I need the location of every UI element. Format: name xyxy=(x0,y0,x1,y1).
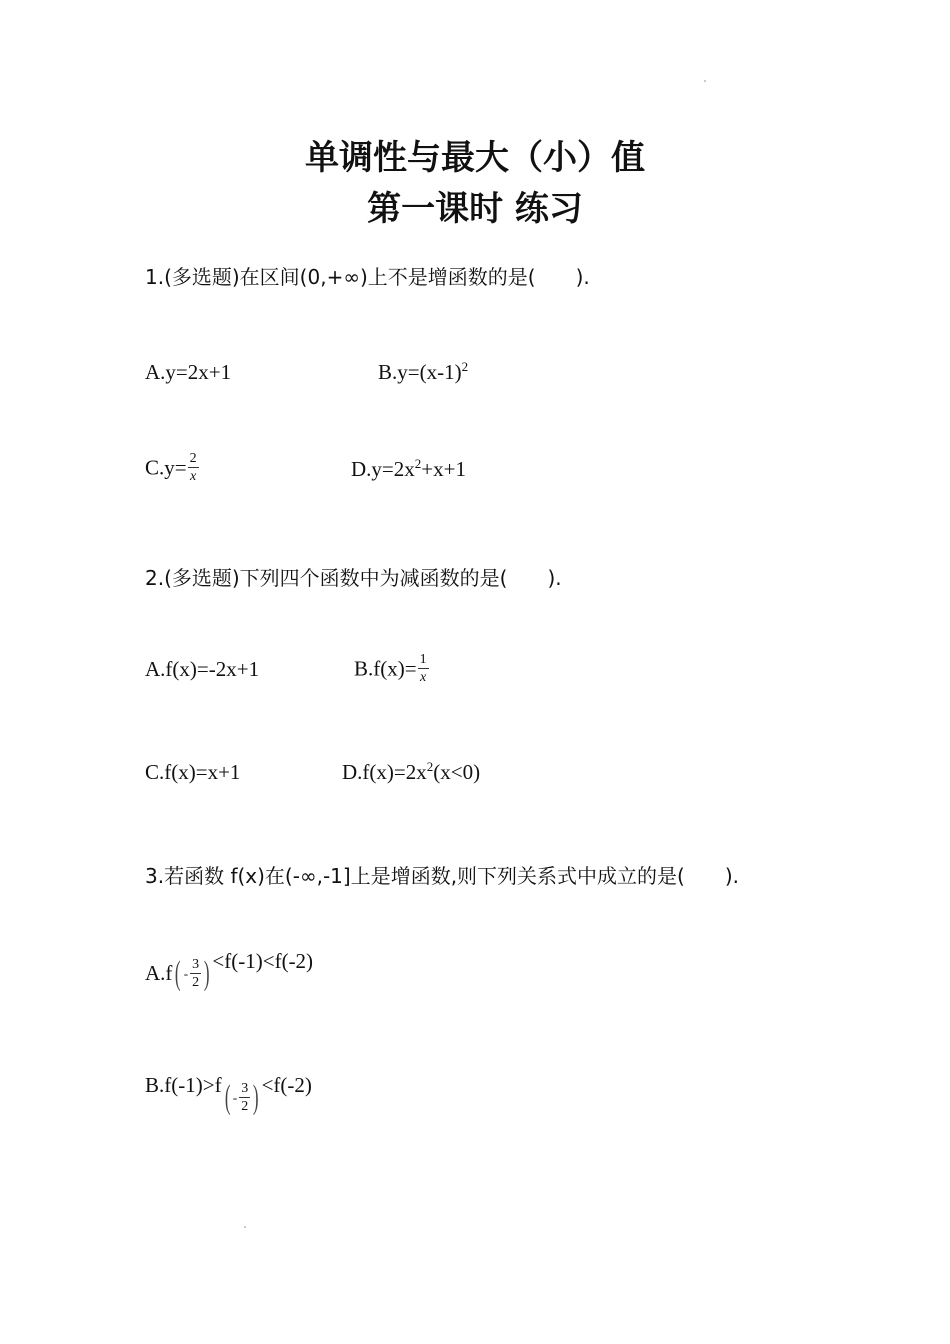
q1-option-c-denominator: x xyxy=(190,469,197,484)
q3-option-a-numerator: 3 xyxy=(192,957,200,972)
q2-option-b-text: B.f(x)= xyxy=(354,656,417,681)
q3-option-b-paren-expr xyxy=(222,1080,262,1115)
q2-option-b-numerator: 1 xyxy=(419,652,427,667)
q2-option-d xyxy=(342,760,480,785)
q1-option-c-numerator: 2 xyxy=(189,451,197,466)
q3-option-a-paren-expr xyxy=(172,956,212,991)
q1-option-b-text: B.y=(x-1) xyxy=(378,360,462,384)
q2-option-a: A.f(x)=-2x+1 xyxy=(145,657,260,681)
q2-option-c: C.f(x)=x+1 xyxy=(145,760,241,784)
q3-option-a xyxy=(145,949,314,992)
q3-option-b xyxy=(145,1073,312,1116)
question-2-stem: 2.(多选题)下列四个函数中为减函数的是( ). xyxy=(145,566,562,590)
right-paren: ) xyxy=(203,954,210,992)
q1-option-a: A.y=2x+1 xyxy=(145,360,232,384)
q3-option-a-suffix: <f(-1)<f(-2) xyxy=(212,949,314,973)
scan-dot-bottom xyxy=(244,1226,246,1228)
q2-option-d-text: D.f(x)=2x xyxy=(342,760,427,784)
right-paren: ) xyxy=(253,1078,259,1116)
question-1-stem: 1.(多选题)在区间(0,+∞)上不是增函数的是( ). xyxy=(145,265,590,289)
q3-option-b-numerator: 3 xyxy=(241,1081,249,1096)
q1-option-b xyxy=(378,360,468,385)
q2-option-d-suffix: (x<0) xyxy=(433,760,481,784)
left-paren: ( xyxy=(224,1078,231,1116)
q1-option-c xyxy=(145,452,199,487)
q2-option-b-fraction xyxy=(418,651,429,686)
q1-option-d xyxy=(351,457,466,482)
q1-option-d-text: D.y=2x xyxy=(351,457,415,481)
q1-option-d-suffix: +x+1 xyxy=(421,457,466,481)
q3-option-a-fraction xyxy=(190,956,201,991)
page-title-line2: 第一课时 练习 xyxy=(367,189,583,229)
q1-option-c-fraction xyxy=(188,450,199,485)
page-title-line1: 单调性与最大（小）值 xyxy=(305,138,645,178)
q3-option-a-minus: - xyxy=(183,965,189,981)
left-paren: ( xyxy=(175,954,181,992)
q3-option-b-minus: - xyxy=(232,1089,238,1105)
q2-option-b xyxy=(354,653,429,688)
q3-option-b-suffix: <f(-2) xyxy=(261,1073,312,1097)
q3-option-b-text: B.f(-1)>f xyxy=(145,1073,222,1097)
q3-option-a-text: A.f xyxy=(145,961,173,985)
scan-dot-top xyxy=(704,80,706,82)
q3-option-b-denominator: 2 xyxy=(241,1099,249,1114)
q1-option-b-exponent: 2 xyxy=(461,359,469,374)
q3-option-a-denominator: 2 xyxy=(192,975,200,990)
q1-option-d-exponent: 2 xyxy=(414,456,422,471)
q1-option-c-text: C.y= xyxy=(145,455,187,480)
question-3-stem: 3.若函数 f(x)在(-∞,-1]上是增函数,则下列关系式中成立的是( ). xyxy=(145,864,740,888)
q2-option-d-exponent: 2 xyxy=(426,759,434,774)
q3-option-b-fraction xyxy=(239,1080,250,1115)
q2-option-b-denominator: x xyxy=(419,670,427,685)
